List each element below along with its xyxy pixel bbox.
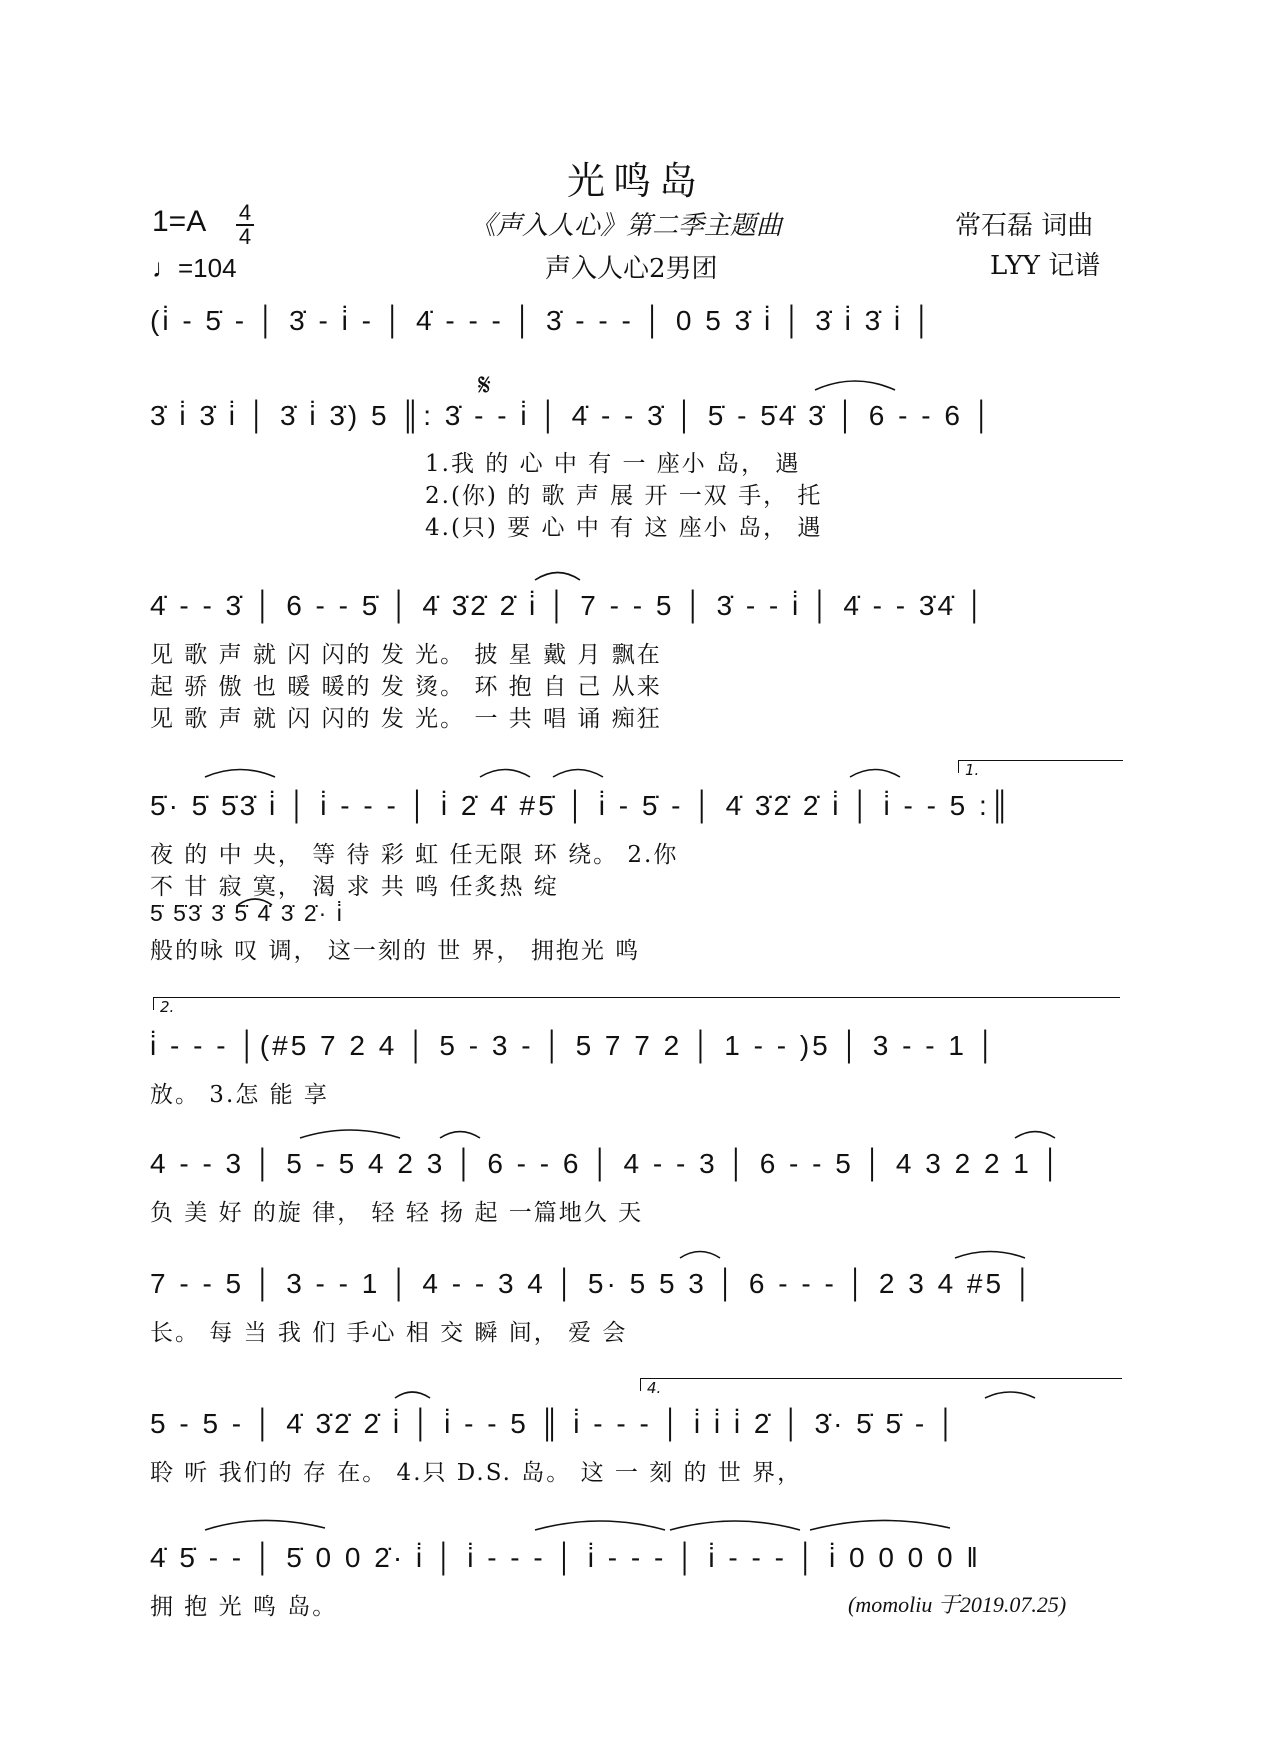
lyric-line: 见 歌 声 就 闪 闪的 发 光。 披 星 戴 月 飘在 [150,642,662,668]
slur [1015,1132,1055,1139]
lyric-line: 负 美 好 的旋 律， 轻 轻 扬 起 一篇地久 天 [150,1200,644,1226]
lyric-line: 放。 3.怎 能 享 [150,1082,329,1108]
slur [395,1392,430,1398]
notes-row-1: (i̇ - 5̇ - │ 3̇ - i̇ - │ 4̇ - - - │ 3̇ - - - │ 0 5 3̇ i̇ │ 3̇ i̇ 3̇ i̇ │ [150,305,935,336]
subtitle: 《声入人心》第二季主题曲 [470,211,783,241]
transcription-footer: (momoliu 于2019.07.25) [848,1592,1067,1617]
time-bottom: 4 [238,224,252,249]
volta-2: 2. [153,997,1120,1010]
notes-row-5: i̇ - - - │(#5 7 2 4 │ 5 - 3 - │ 5 7 7 2 │ 1 - - )5 │ 3 - - 1 │ [150,1030,999,1061]
song-title: 光鸣岛 [566,159,705,203]
composer-credit: 常石磊 词曲 [955,211,1094,241]
volta-4: 4. [640,1378,1122,1391]
slur [300,1130,400,1138]
lyric-line: 长。 每 当 我 们 手心 相 交 瞬 间， 爱 会 [150,1320,628,1346]
lyric-line: 聆 听 我们的 存 在。 4.只 D.S. 岛。 这 一 刻 的 世 界， [150,1460,803,1486]
performer: 声入人心2男团 [545,254,718,284]
slur [535,1521,665,1530]
notes-row-4: 5̇· 5̇ 5̇3̇ i̇ │ i̇ - - - │ i̇ 2̇ 4̇ #5̇ │ i̇ - 5̇ - │ 4̇ 3̇2̇ 2̇ i̇ │ i̇ - - 5 :║ [150,790,1013,821]
transcriber-credit: LYY 记谱 [990,251,1101,281]
slur [815,381,895,390]
slur [985,1392,1035,1398]
key-signature: 1=A [152,205,207,238]
slur [850,770,900,778]
slur [440,1132,480,1139]
lyric-line: 见 歌 声 就 闪 闪的 发 光。 一 共 唱 诵 痴狂 [150,706,662,732]
slur [205,770,275,778]
slur [670,1521,800,1530]
notes-row-9: 4̇ 5̇ - - │ 5̇ 0 0 2̇· i̇ │ i̇ - - - │ i̇ - - - │ i̇ - - - │ i̇ 0 0 0 0 ‖ [150,1542,981,1573]
time-top: 4 [238,200,252,225]
lyric-line: 夜 的 中 央， 等 待 彩 虹 任无限 环 绕。 2.你 [150,842,679,868]
notes-row-3: 4̇ - - 3̇ │ 6 - - 5̇ │ 4̇ 3̇2̇ 2̇ i̇ │ 7 - - 5 │ 3̇ - - i̇ │ 4̇ - - 3̇4̇ │ [150,590,988,621]
slur [680,1252,720,1259]
notes-row-6: 4 - - 3 │ 5 - 5 4 2 3 │ 6 - - 6 │ 4 - - 3 │ 6 - - 5 │ 4 3 2 2 1 │ [150,1148,1064,1179]
alt-notes-line: 5̇ 5̇3̇ 3̇ 5̇ 4̇ 3̇ 2̇· i̇ [150,900,344,926]
volta-1: 1. [958,760,1123,773]
slur [955,1252,1025,1259]
slur [480,770,530,778]
slur [205,1520,325,1530]
time-signature [236,202,254,248]
tempo-marking: ♩=104 [152,253,237,283]
lyric-line: 起 骄 傲 也 暖 暖的 发 烫。 环 抱 自 己 从来 [150,674,662,700]
slur [553,770,603,778]
lyric-line: 1.我 的 心 中 有 一 座小 岛， 遇 [425,451,801,477]
slur [810,1520,950,1530]
notes-row-7: 7 - - 5 │ 3 - - 1 │ 4 - - 3 4 │ 5· 5 5 3 │ 6 - - - │ 2 3 4 #5 │ [150,1268,1036,1299]
lyric-line: 不 甘 寂 寞， 渴 求 共 鸣 任炙热 绽 [150,874,559,900]
segno-sign: 𝄋 [478,368,491,403]
notes-row-8: 5 - 5 - │ 4̇ 3̇2̇ 2̇ i̇ │ i̇ - - 5 ║ i̇ - - - │ i̇ i̇ i̇ 2̇ │ 3̇· 5̇ 5̇ - │ [150,1408,959,1439]
slur [535,573,580,581]
lyric-line: 般的咏 叹 调， 这一刻的 世 界， 拥抱光 鸣 [150,938,641,964]
notes-row-2: 3̇ i̇ 3̇ i̇ │ 3̇ i̇ 3̇) 5 ║: 3̇ - - i̇ │ 4̇ - - 3̇ │ 5̇ - 5̇4̇ 3̇ │ 6 - - 6 │ [150,400,995,431]
lyric-line: 2.(你) 的 歌 声 展 开 一双 手， 托 [425,483,823,509]
lyric-line: 拥 抱 光 鸣 岛。 [150,1594,338,1620]
lyric-line: 4.(只) 要 心 中 有 这 座小 岛， 遇 [425,515,823,541]
